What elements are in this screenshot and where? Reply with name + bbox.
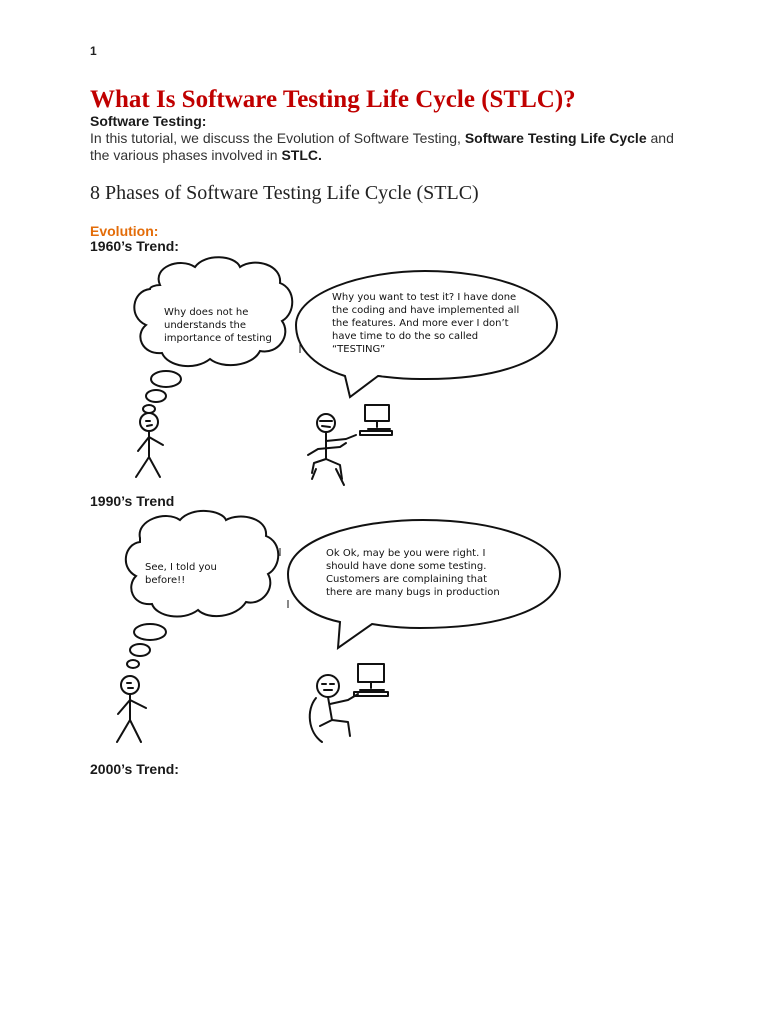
trend-label-1990s: 1990’s Trend: [90, 493, 175, 509]
intro-bold-text: Software Testing Life Cycle: [464, 130, 647, 146]
trend-label-2000s: 2000’s Trend:: [90, 761, 179, 777]
speech-line: Why you want to test it? I have done: [332, 292, 517, 303]
thought-line: importance of testing: [164, 333, 272, 344]
developer-at-computer: [310, 664, 388, 742]
speech-line: Ok Ok, may be you were right. I: [326, 548, 486, 559]
speech-line: Customers are complaining that: [326, 574, 487, 585]
thought-bubble: [126, 511, 278, 668]
section-subheading: Software Testing:: [90, 113, 207, 129]
tester-stick-figure: [117, 676, 146, 742]
comic-1990s: [0, 510, 768, 750]
intro-text: In this tutorial, we discuss the Evolution of Software Testing,: [90, 130, 465, 146]
thought-line: understands the: [164, 320, 247, 331]
thought-line: See, I told you: [145, 562, 217, 573]
thought-line: before!!: [145, 575, 186, 586]
speech-line: the coding and have implemented all: [332, 305, 520, 316]
speech-line: there are many bugs in production: [326, 587, 500, 598]
speech-line: have time to do the so called: [332, 331, 479, 342]
thought-line: Why does not he: [164, 307, 249, 318]
intro-text: and the various phases involved in: [90, 130, 674, 163]
tester-stick-figure: [136, 413, 163, 477]
comic-1960s: [0, 255, 768, 490]
developer-at-computer: [308, 405, 392, 485]
trend-label-1960s: 1960’s Trend:: [90, 238, 179, 254]
speech-line: should have done some testing.: [326, 561, 487, 572]
evolution-label: Evolution:: [90, 223, 159, 239]
phases-heading: 8 Phases of Software Testing Life Cycle (STLC): [90, 182, 479, 204]
intro-paragraph: [90, 130, 690, 164]
speech-line: “TESTING”: [332, 344, 386, 355]
page-title: What Is Software Testing Life Cycle (STLC)?: [90, 86, 576, 113]
intro-bold-text: STLC.: [281, 147, 322, 163]
page-number: 1: [90, 44, 97, 58]
speech-line: the features. And more ever I don’t: [332, 318, 509, 329]
